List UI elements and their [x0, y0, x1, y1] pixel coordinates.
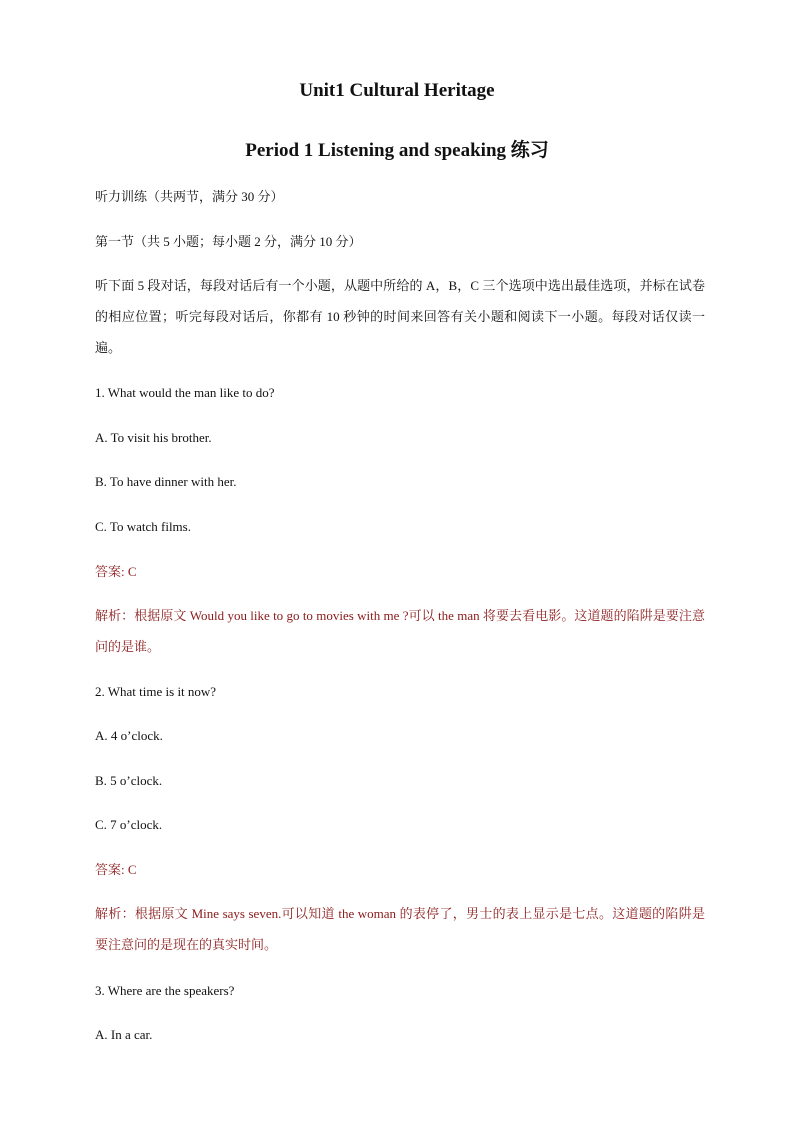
- q1-question: 1. What would the man like to do?: [95, 385, 275, 400]
- q2-option-c: C. 7 o’clock.: [95, 817, 163, 832]
- q3-question: 3. Where are the speakers?: [95, 983, 235, 998]
- document-title: Unit1 Cultural Heritage: [299, 80, 495, 101]
- q2-question: 2. What time is it now?: [95, 684, 217, 699]
- q3-option-a: A. In a car.: [95, 1027, 153, 1042]
- q1-answer: 答案: C: [95, 564, 137, 579]
- q1-option-b: B. To have dinner with her.: [95, 474, 237, 489]
- q1-option-c: C. To watch films.: [95, 519, 191, 534]
- q2-option-b: B. 5 o’clock.: [95, 773, 163, 788]
- q2-option-a: A. 4 o’clock.: [95, 728, 163, 743]
- q1-explanation: 解析：根据原文 Would you like to go to movies with me ?可以 the man 将要去看电影。这道题的陷阱是要注意问的是谁。: [95, 608, 705, 654]
- q2-explanation: 解析：根据原文 Mine says seven.可以知道 the woman 的表停了，男士的表上显示是七点。这道题的陷阱是要注意问的是现在的真实时间。: [95, 906, 705, 952]
- q2-answer: 答案: C: [95, 862, 137, 877]
- document-subtitle: Period 1 Listening and speaking 练习: [245, 140, 549, 161]
- instructions-paragraph: 听下面 5 段对话，每段对话后有一个小题，从题中所给的 A，B，C 三个选项中选出最佳选项，并标在试卷的相应位置；听完每段对话后，你都有 10 秒钟的时间来回答有关小题和阅读下一小题。每段对话仅读一遍。: [95, 278, 705, 355]
- part1-heading: 第一节（共 5 小题；每小题 2 分，满分 10 分）: [95, 234, 362, 249]
- section-heading: 听力训练（共两节，满分 30 分）: [95, 189, 284, 204]
- q1-option-a: A. To visit his brother.: [95, 430, 212, 445]
